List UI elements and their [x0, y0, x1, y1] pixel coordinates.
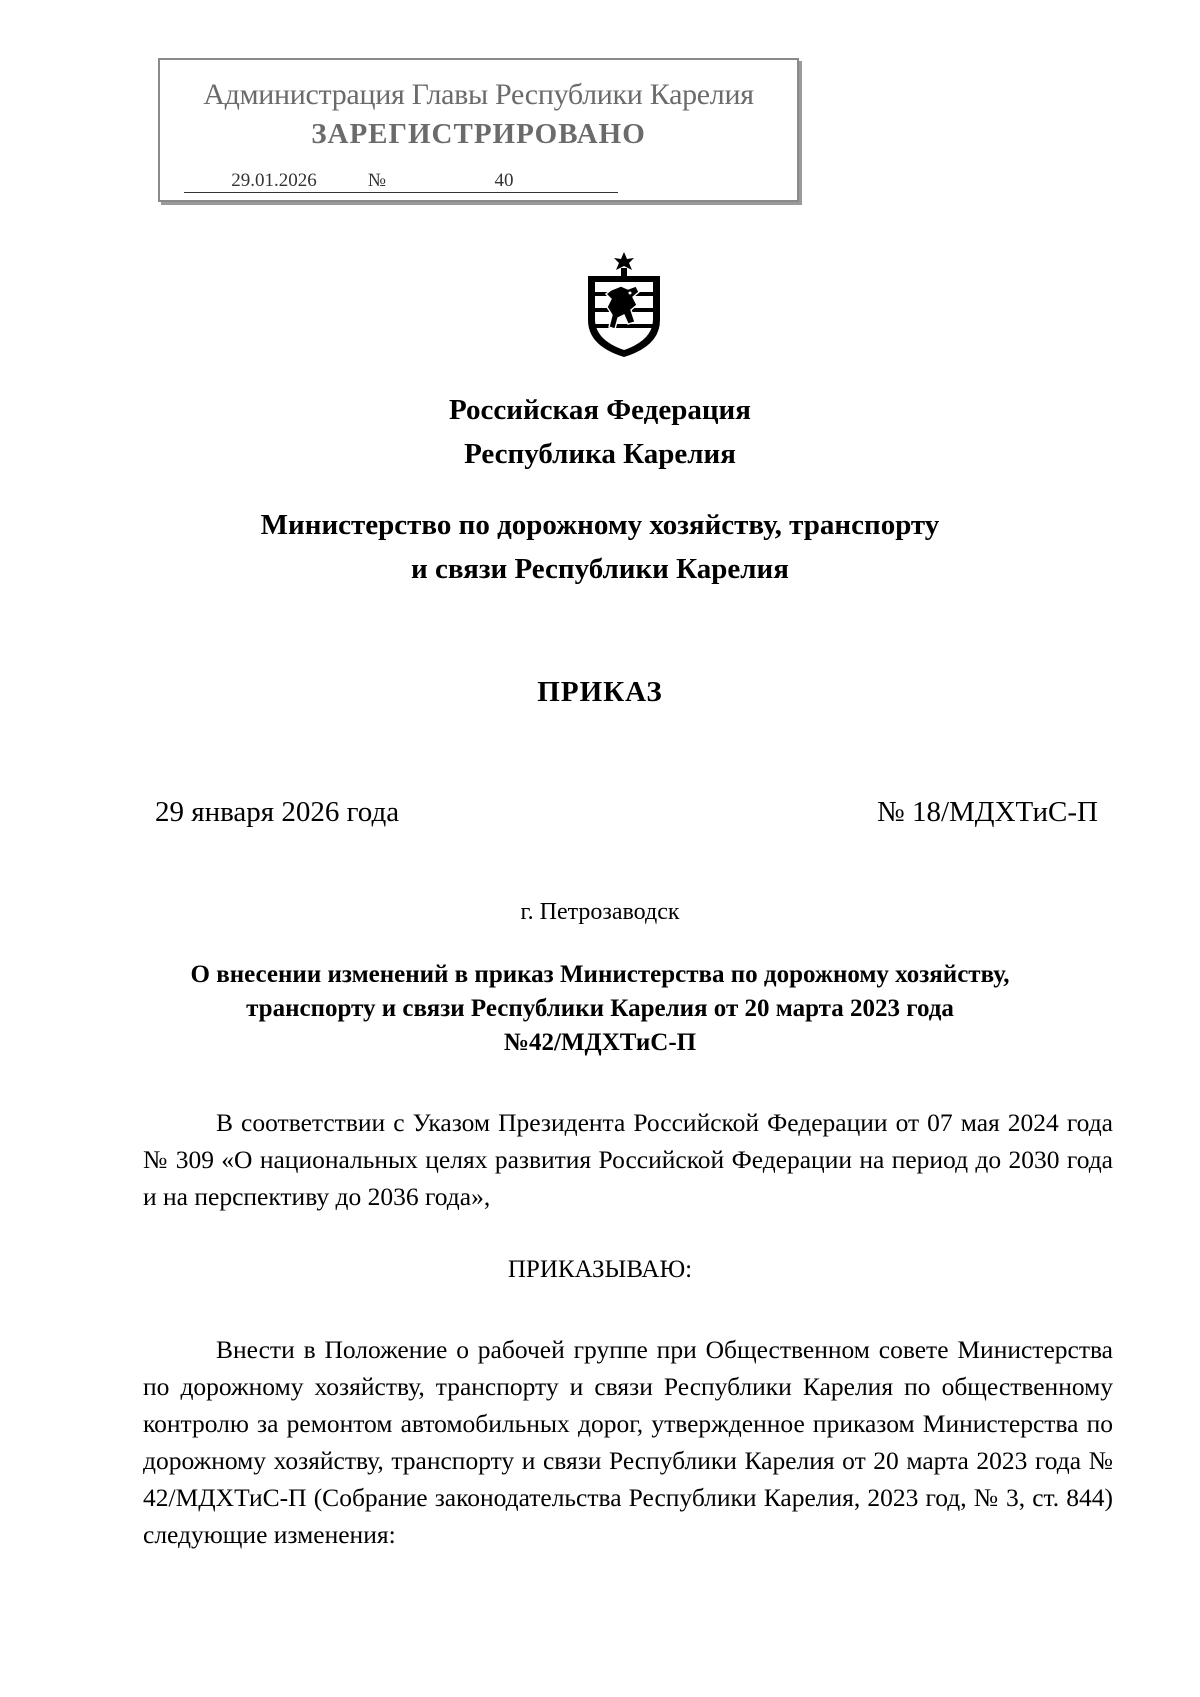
document-type: ПРИКАЗ: [537, 676, 663, 708]
stamp-authority: Администрация Главы Республики Карелия: [203, 78, 754, 111]
stamp-number-sign: №: [364, 170, 390, 193]
order-word: ПРИКАЗЫВАЮ:: [507, 1256, 693, 1283]
order-title-line3: №42/МДХТиС-П: [503, 1029, 697, 1056]
preamble-paragraph: В соответствии с Указом Президента Российской Федерации от 07 мая 2024 года № 309 «О национальных целях развития Российской Федерации на период до 2030 года и на перспективу до 2036 года»,: [143, 1108, 1113, 1211]
order-number: № 18/МДХТиС-П: [877, 796, 1098, 828]
stamp-number: 40: [390, 170, 618, 193]
order-title-line1: О внесении изменений в приказ Министерства по дорожному хозяйству,: [190, 961, 1010, 988]
order-title-line2: транспорту и связи Республики Карелия от 20 марта 2023 года: [246, 995, 954, 1022]
order-date: 29 января 2026 года: [155, 796, 400, 828]
header-country: Российская Федерация: [449, 394, 751, 426]
header-republic: Республика Карелия: [464, 438, 736, 470]
city: г. Петрозаводск: [520, 899, 680, 925]
registration-stamp: [158, 58, 799, 202]
stamp-registered: ЗАРЕГИСТРИРОВАНО: [311, 118, 646, 150]
ministry-name-line1: Министерство по дорожному хозяйству, транспорту: [260, 509, 940, 541]
body-paragraph: Внести в Положение о рабочей группе при Общественном совете Министерства по дорожному хозяйству, транспорту и связи Республики Карелия по общественному контролю за ремонтом автомобильных дорог, утвержденное приказом Министерства по дорожному хозяйству, транспорту и связи Республики Карелия от 20 марта 2023 года № 42/МДХТиС-П (Собрание законодательства Республики Карелия, 2023 год, № 3, ст. 844) следующие изменения:: [143, 1335, 1113, 1549]
karelia-coat-of-arms-icon: [584, 252, 664, 358]
ministry-name-line2: и связи Республики Карелия: [411, 553, 789, 585]
stamp-date: 29.01.2026: [184, 170, 364, 193]
